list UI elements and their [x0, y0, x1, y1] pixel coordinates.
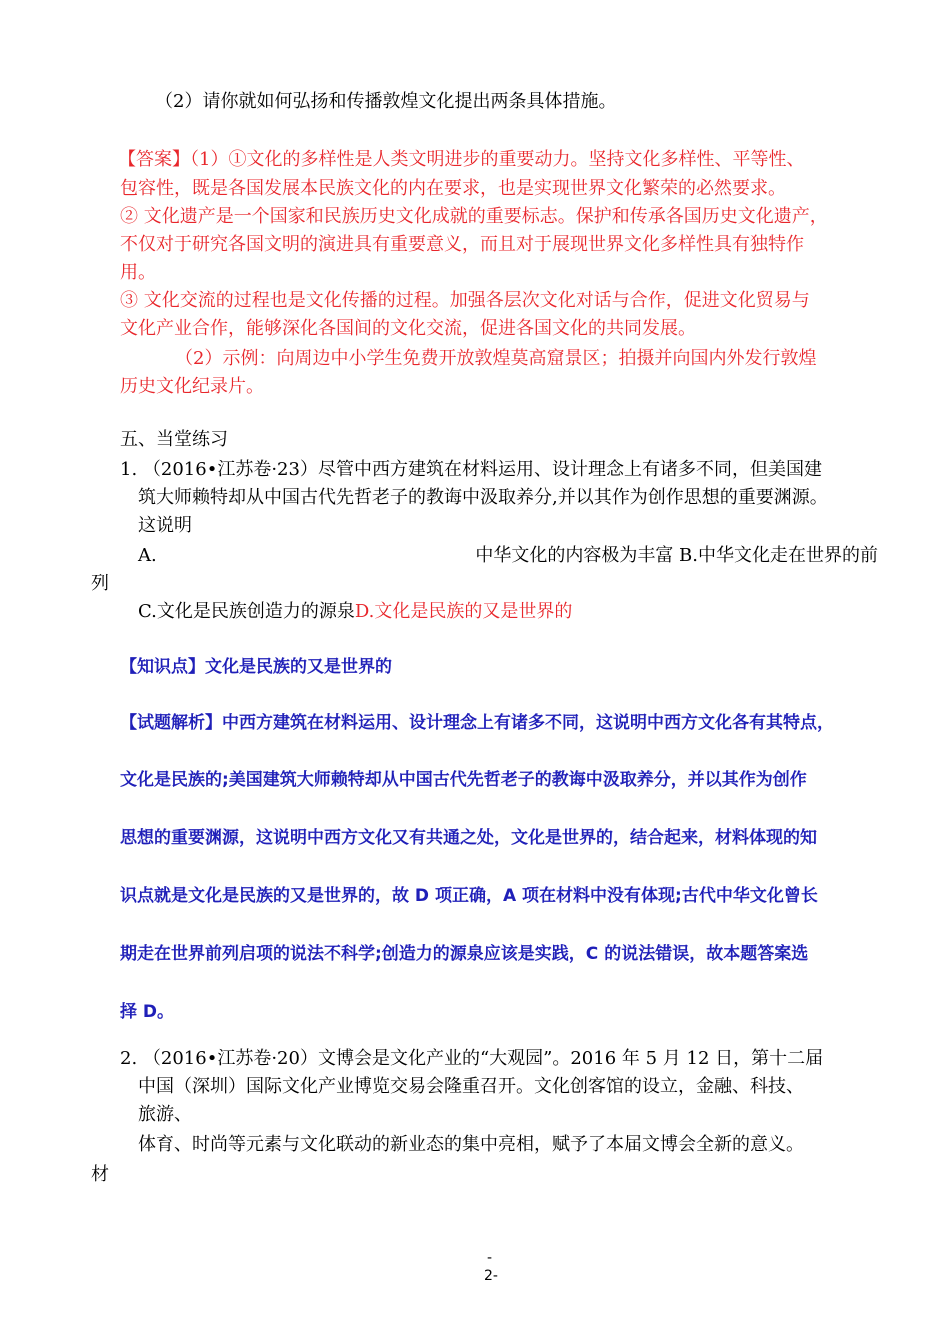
answer-line: 历史文化纪录片。 [120, 376, 264, 397]
analysis-line: 识点就是文化是民族的又是世界的，故 D 项正确，A 项在材料中没有体现;古代中华文化曾长 [120, 886, 818, 906]
option-cd-row [138, 600, 572, 624]
analysis-line: 【试题解析】中西方建筑在材料运用、设计理念上有诸多不同，这说明中西方文化各有其特点， [120, 713, 834, 733]
analysis-line: 择 D。 [120, 1002, 175, 1022]
option-d: D.文化是民族的又是世界的 [354, 601, 573, 622]
question-2-line: 体育、时尚等元素与文化联动的新业态的集中亮相，赋予了本届文博会全新的意义。 [138, 1134, 804, 1155]
answer-line: 不仅对于研究各国文明的演进具有重要意义，而且对于展现世界文化多样性具有独特作 [120, 234, 804, 255]
answer-line: ② 文化遗产是一个国家和民族历史文化成就的重要标志。保护和传承各国历史文化遗产， [120, 206, 828, 227]
option-a-text: 中华文化的内容极为丰富 B.中华文化走在世界的前 [475, 545, 878, 566]
question-1-line: 筑大师赖特却从中国古代先哲老子的教诲中汲取养分,并以其作为创作思想的重要渊源。 [138, 487, 828, 508]
knowledge-point: 【知识点】文化是民族的又是世界的 [120, 657, 392, 677]
footer-dash: - [487, 1250, 493, 1266]
option-b-wrap: 列 [91, 573, 109, 594]
question-1-line: 1. （2016•江苏卷·23）尽管中西方建筑在材料运用、设计理念上有诸多不同，但美国建 [120, 459, 822, 480]
analysis-line: 思想的重要渊源，这说明中西方文化又有共通之处，文化是世界的，结合起来，材料体现的知 [120, 828, 817, 848]
question-2-line: 材 [91, 1164, 109, 1185]
question2-prompt: （2）请你就如何弘扬和传播敦煌文化提出两条具体措施。 [155, 91, 617, 112]
answer-line: （2）示例：向周边中小学生免费开放敦煌莫高窟景区；拍摄并向国内外发行敦煌 [175, 348, 817, 369]
option-a-label: A. [138, 545, 157, 566]
option-a-row [138, 544, 878, 568]
question-1-line: 这说明 [138, 515, 192, 536]
answer-line: ③ 文化交流的过程也是文化传播的过程。加强各层次文化对话与合作，促进文化贸易与 [120, 290, 810, 311]
question-2-line: 中国（深圳）国际文化产业博览交易会隆重召开。文化创客馆的设立，金融、科技、 [138, 1076, 804, 1097]
question-2-line: 2. （2016•江苏卷·20）文博会是文化产业的“大观园”。2016 年 5 月 12 日，第十二届 [120, 1048, 824, 1069]
answer-line: 包容性，既是各国发展本民族文化的内在要求，也是实现世界文化繁荣的必然要求。 [120, 178, 786, 199]
answer-line: 【答案】（1）①文化的多样性是人类文明进步的重要动力。坚持文化多样性、平等性、 [118, 149, 805, 170]
page-number: 2- [484, 1268, 498, 1284]
section-title: 五、当堂练习 [120, 429, 228, 450]
analysis-line: 期走在世界前列启项的说法不科学;创造力的源泉应该是实践，C 的说法错误，故本题答案选 [120, 944, 809, 964]
answer-line: 文化产业合作，能够深化各国间的文化交流，促进各国文化的共同发展。 [120, 318, 696, 339]
analysis-line: 文化是民族的;美国建筑大师赖特却从中国古代先哲老子的教诲中汲取养分，并以其作为创作 [120, 770, 807, 790]
answer-line: 用。 [120, 262, 156, 283]
option-c: C.文化是民族创造力的源泉 [138, 601, 355, 622]
question-2-line: 旅游、 [138, 1104, 192, 1125]
